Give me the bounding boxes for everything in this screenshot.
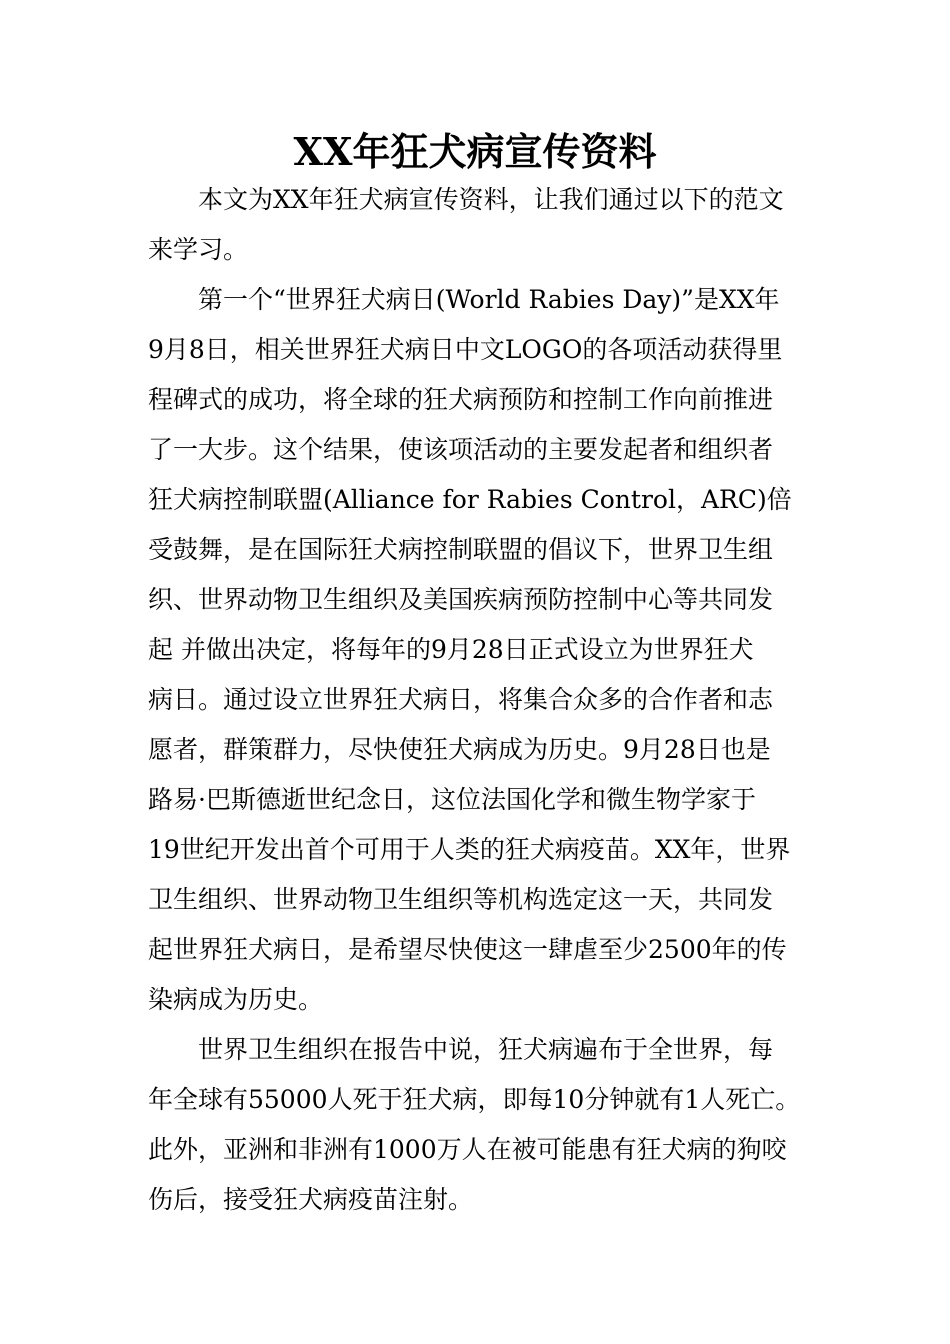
paragraph-3-line-1: 世界卫生组织在报告中说，狂犬病遍布于全世界，每 <box>198 1035 774 1064</box>
paragraph-3-line-3: 此外，亚洲和非洲有1000万人在被可能患有狂犬病的狗咬 <box>148 1135 787 1164</box>
paragraph-2-line-12: 19世纪开发出首个可用于人类的狂犬病疫苗。XX年，世界 <box>148 835 791 864</box>
paragraph-2-line-14: 起世界狂犬病日，是希望尽快使这一肆虐至少2500年的传 <box>148 935 787 964</box>
document-title: XX年狂犬病宣传资料 <box>293 129 657 174</box>
paragraph-3-line-2: 年全球有55000人死于狂犬病，即每10分钟就有1人死亡。 <box>148 1085 801 1114</box>
paragraph-2-line-5: 狂犬病控制联盟(Alliance for Rabies Control，ARC)倍 <box>148 485 792 514</box>
paragraph-2-line-2: 9月8日，相关世界狂犬病日中文LOGO的各项活动获得里 <box>148 335 783 364</box>
paragraph-2-line-11: 路易·巴斯德逝世纪念日，这位法国化学和微生物学家于 <box>148 785 756 814</box>
paragraph-2-line-4: 了一大步。这个结果，使该项活动的主要发起者和组织者 <box>148 435 774 464</box>
paragraph-2-line-9: 病日。通过设立世界狂犬病日，将集合众多的合作者和志 <box>148 685 774 714</box>
paragraph-2-line-1: 第一个“世界狂犬病日(World Rabies Day)”是XX年 <box>198 285 780 314</box>
paragraph-2-line-15: 染病成为历史。 <box>148 985 324 1014</box>
paragraph-1-line-1: 本文为XX年狂犬病宣传资料，让我们通过以下的范文 <box>198 185 784 214</box>
paragraph-2-line-3: 程碑式的成功，将全球的狂犬病预防和控制工作向前推进 <box>148 385 774 414</box>
paragraph-2-line-7: 织、世界动物卫生组织及美国疾病预防控制中心等共同发 <box>148 585 774 614</box>
paragraph-1-line-2: 来学习。 <box>148 235 249 264</box>
paragraph-2-line-10: 愿者，群策群力，尽快使狂犬病成为历史。9月28日也是 <box>148 735 771 764</box>
paragraph-2-line-13: 卫生组织、世界动物卫生组织等机构选定这一天，共同发 <box>148 885 774 914</box>
paragraph-2-line-6: 受鼓舞，是在国际狂犬病控制联盟的倡议下，世界卫生组 <box>148 535 774 564</box>
paragraph-2-line-8: 起 并做出决定，将每年的9月28日正式设立为世界狂犬 <box>148 635 754 664</box>
paragraph-3-line-4: 伤后，接受狂犬病疫苗注射。 <box>148 1185 474 1214</box>
